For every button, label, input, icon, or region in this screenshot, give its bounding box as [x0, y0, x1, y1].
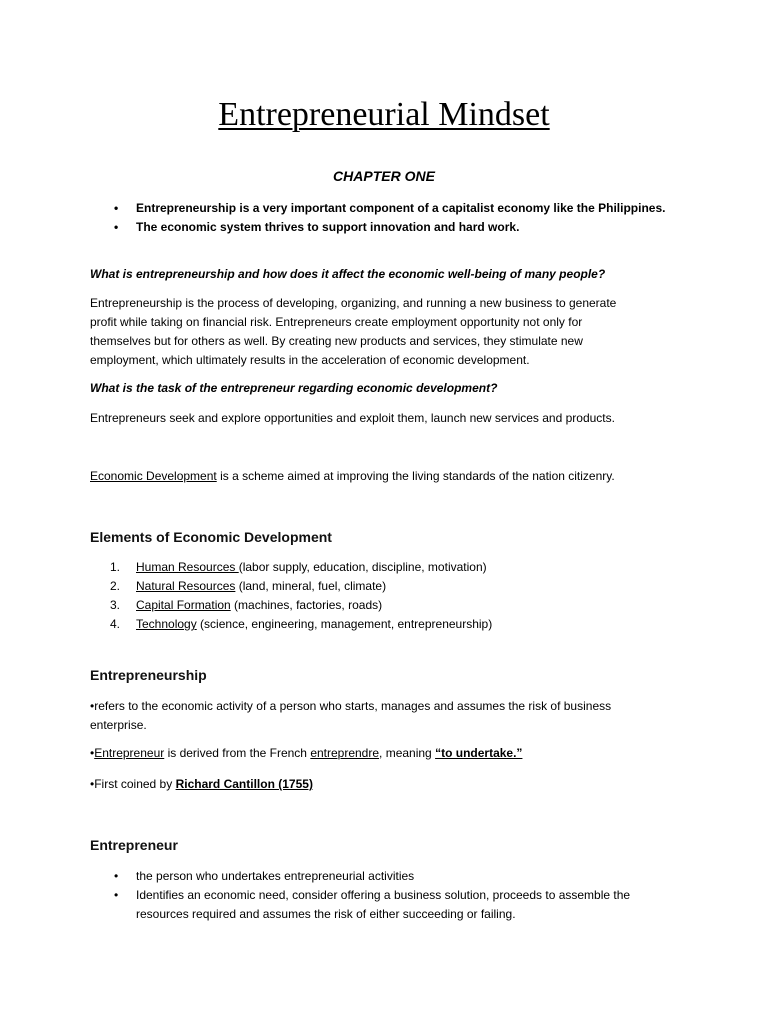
- paragraph-line: profit while taking on financial risk. Entrepreneurs create employment opportunity not only for: [90, 315, 583, 329]
- richard-cantillon: Richard Cantillon (1755): [175, 777, 313, 791]
- answer-2-paragraph: Entrepreneurs seek and explore opportunities and exploit them, launch new services and products.: [90, 411, 615, 425]
- entrepreneur-derivation: •Entrepreneur is derived from the French entreprendre, meaning “to undertake.”: [90, 746, 523, 760]
- intro-bullet-list: [90, 199, 680, 237]
- economic-development-definition: Economic Development is a scheme aimed at improving the living standards of the nation citizenry.: [90, 469, 615, 483]
- list-item: 1. Human Resources (labor supply, education, discipline, motivation): [110, 560, 487, 574]
- list-item: • Entrepreneurship is a very important component of a capitalist economy like the Philippines.: [90, 199, 680, 218]
- meaning-to-undertake: “to undertake.”: [435, 746, 523, 760]
- bullet-icon: •: [114, 220, 119, 234]
- bullet-icon: •: [114, 201, 119, 215]
- entrepreneur-bullet-list: [90, 867, 680, 924]
- entrepreneurship-definition: [90, 697, 680, 735]
- first-coined-line: •First coined by Richard Cantillon (1755): [90, 777, 313, 791]
- list-item: 4. Technology (science, engineering, management, entrepreneurship): [110, 617, 493, 631]
- bullet-icon: •: [114, 869, 119, 883]
- answer-1-paragraph: [90, 294, 680, 370]
- elements-numbered-list: [90, 558, 680, 634]
- paragraph-line: themselves but for others as well. By creating new products and services, they stimulate new: [90, 334, 583, 348]
- list-item: • Identifies an economic need, consider offering a business solution, proceeds to assemble the resources required and assumes the risk of either succeeding or failing.: [114, 888, 631, 921]
- section-heading-elements: Elements of Economic Development: [90, 529, 332, 545]
- term-entreprendre: entreprendre: [310, 746, 380, 760]
- paragraph-line: Entrepreneurship is the process of developing, organizing, and running a new business to generate: [90, 296, 617, 310]
- paragraph-line: •refers to the economic activity of a person who starts, manages and assumes the risk of business: [90, 699, 612, 713]
- list-item: • the person who undertakes entrepreneurial activities: [90, 867, 680, 886]
- term-entrepreneur: Entrepreneur: [94, 746, 165, 760]
- list-item: 3. Capital Formation (machines, factories, roads): [110, 598, 383, 612]
- term-economic-development: Economic Development: [90, 469, 217, 483]
- section-heading-entrepreneurship: Entrepreneurship: [90, 667, 207, 683]
- question-1: What is entrepreneurship and how does it affect the economic well-being of many people?: [90, 267, 606, 281]
- paragraph-line: employment, which ultimately results in the acceleration of economic development.: [90, 353, 530, 367]
- list-item: 2. Natural Resources (land, mineral, fuel, climate): [110, 579, 387, 593]
- bullet-icon: •: [114, 888, 119, 902]
- question-2: What is the task of the entrepreneur regarding economic development?: [90, 381, 498, 395]
- list-item: • The economic system thrives to support innovation and hard work.: [90, 218, 680, 237]
- chapter-heading: CHAPTER ONE: [333, 168, 435, 184]
- section-heading-entrepreneur: Entrepreneur: [90, 837, 178, 853]
- document-title: Entrepreneurial Mindset: [218, 96, 550, 133]
- paragraph-line: enterprise.: [90, 718, 147, 732]
